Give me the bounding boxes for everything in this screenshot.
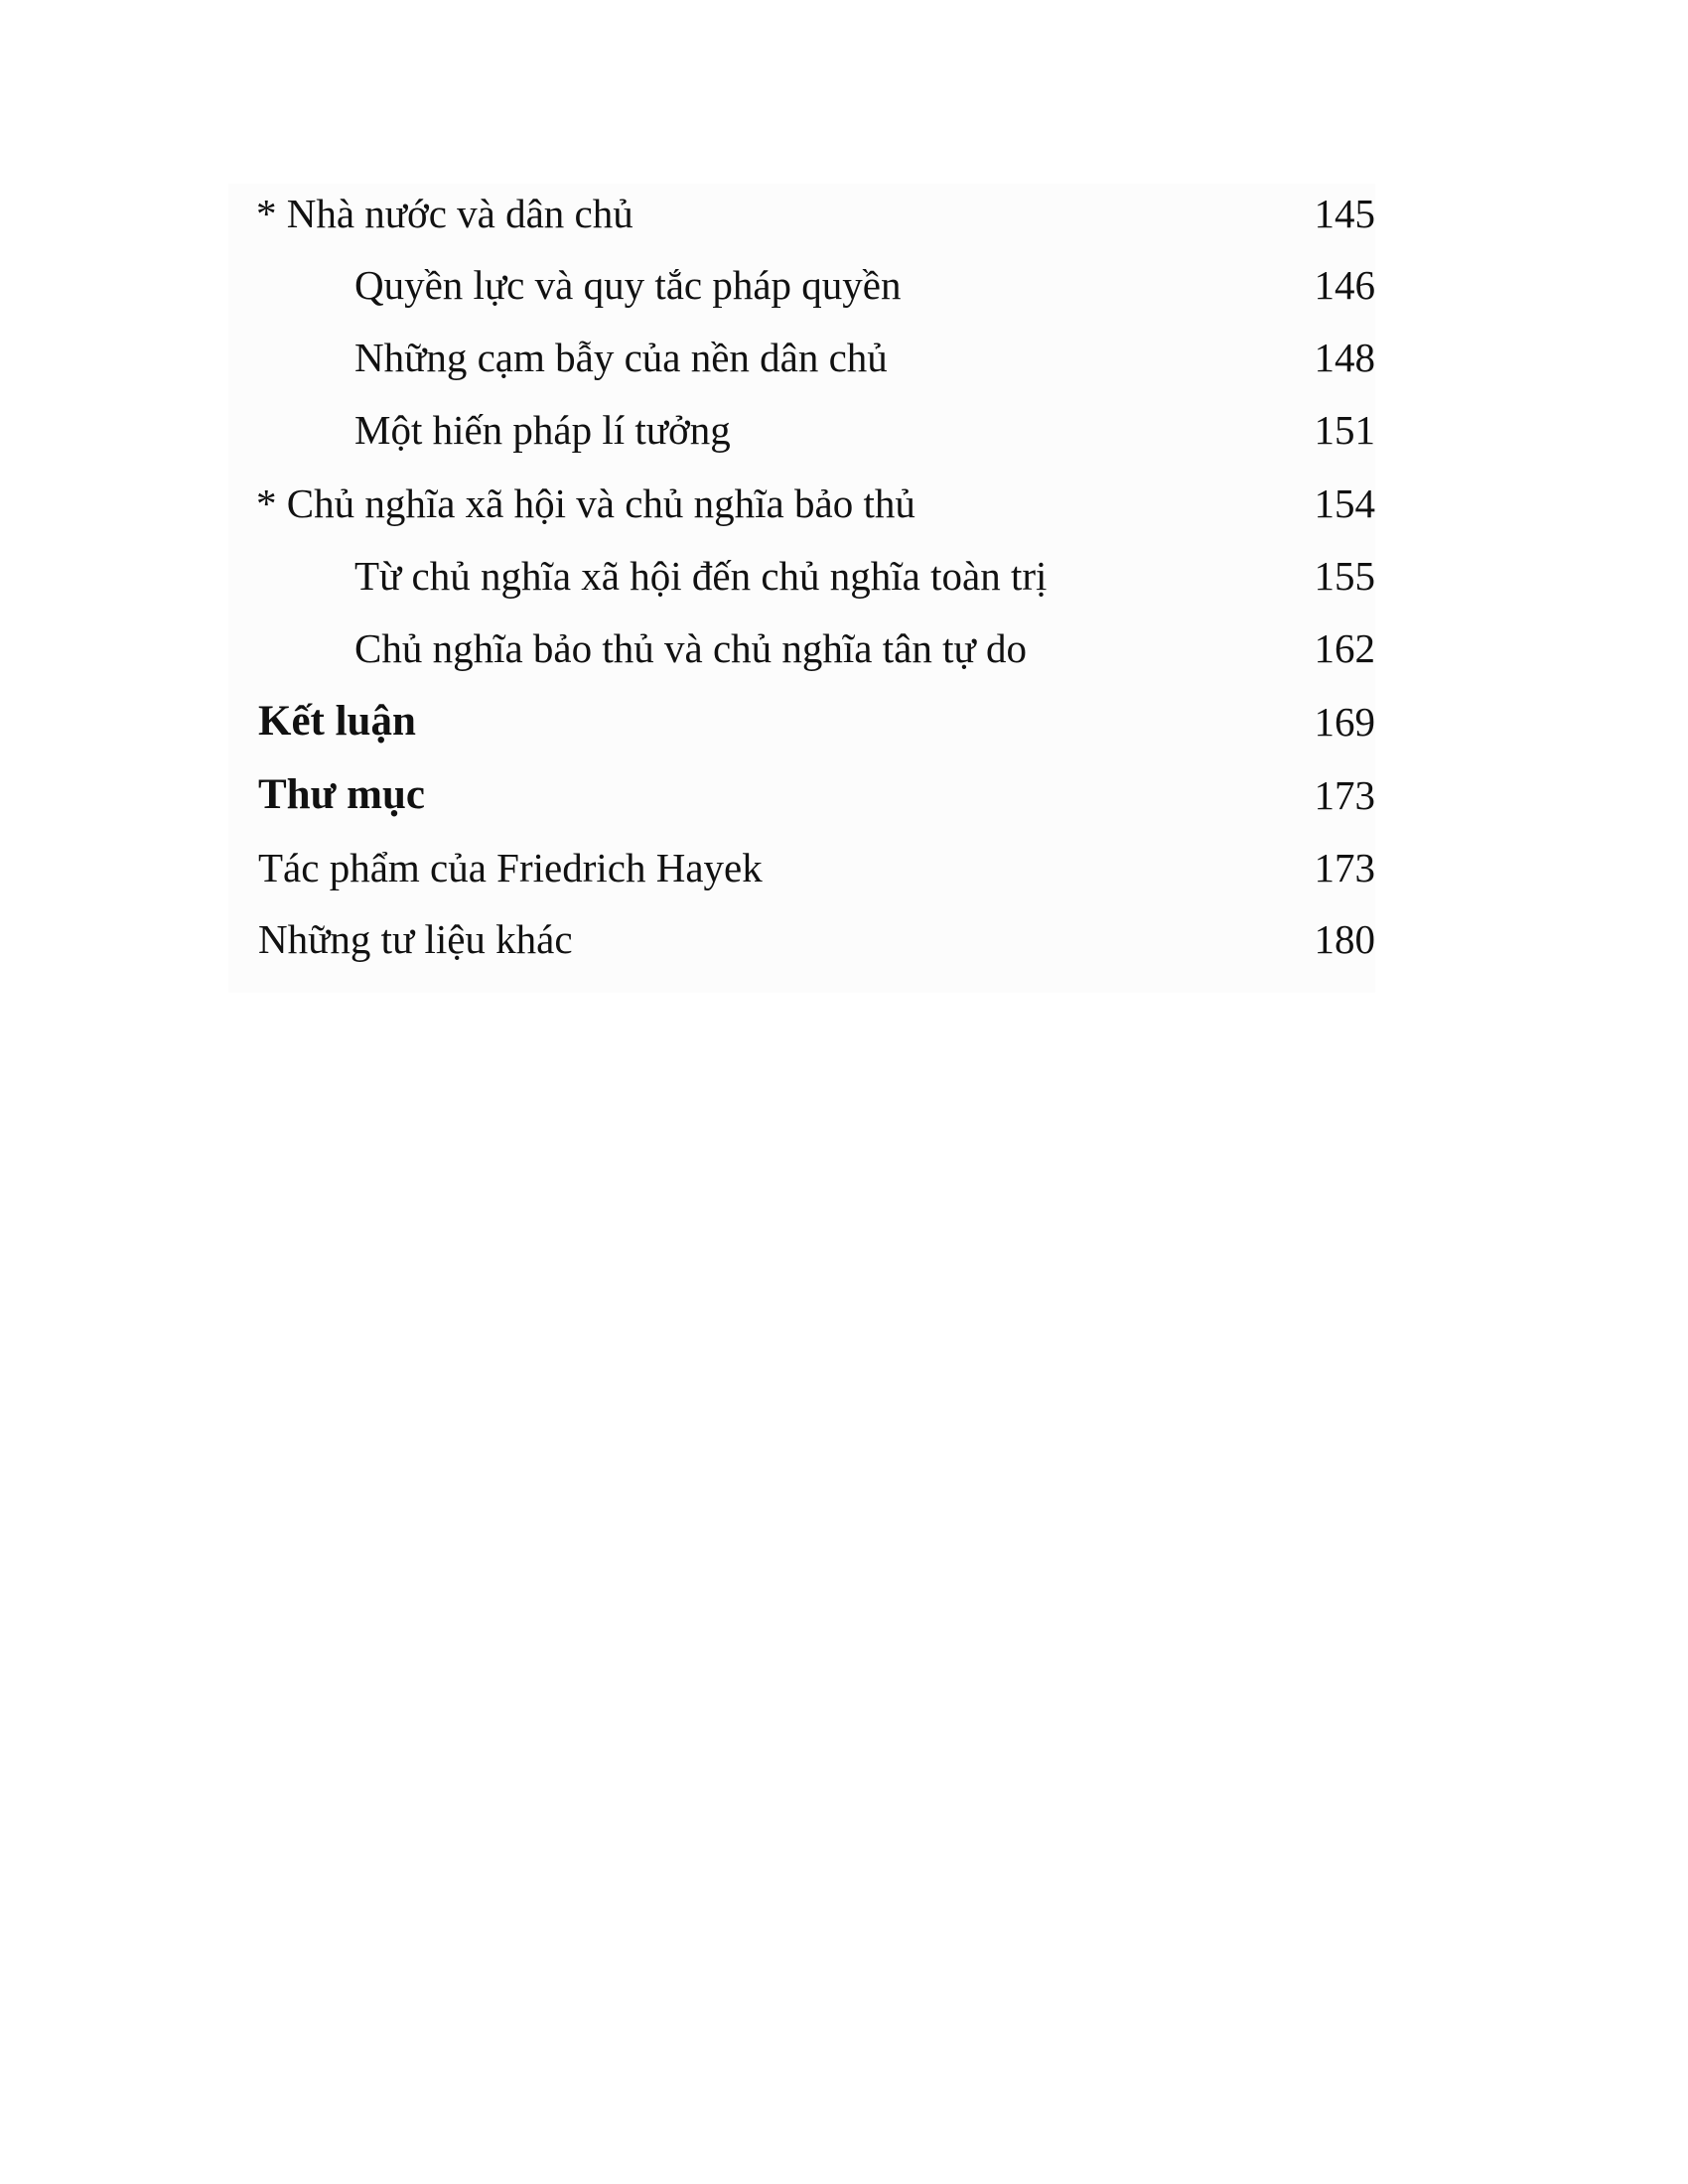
toc-entry-page-number: 155 (1314, 553, 1375, 599)
toc-entry-title: Chủ nghĩa bảo thủ và chủ nghĩa tân tự do (354, 625, 1027, 671)
toc-entry-chu-nghia-xa-hoi (228, 474, 1375, 533)
toc-entry-page-number: 151 (1314, 407, 1375, 453)
toc-entry-title: Tác phẩm của Friedrich Hayek (258, 845, 763, 890)
toc-entry-title: Quyền lực và quy tắc pháp quyền (354, 262, 902, 308)
toc-entry-title: Kết luận (258, 698, 416, 745)
toc-entry-ket-luan (228, 692, 1375, 751)
toc-entry-title: * Chủ nghĩa xã hội và chủ nghĩa bảo thủ (256, 480, 915, 526)
toc-entry-page-number: 154 (1314, 480, 1375, 526)
toc-entry-page-number: 148 (1314, 335, 1375, 380)
toc-entry-page-number: 146 (1314, 262, 1375, 308)
toc-entry-nha-nuoc-va-dan-chu (228, 184, 1375, 243)
toc-entry-title: Từ chủ nghĩa xã hội đến chủ nghĩa toàn trị (354, 553, 1048, 599)
toc-entry-title: Thư mục (258, 771, 425, 818)
toc-entry-page-number: 173 (1314, 772, 1375, 818)
toc-entry-quyen-luc (228, 255, 1375, 315)
table-of-contents (228, 184, 1375, 993)
toc-entry-tan-tu-do (228, 618, 1375, 678)
toc-entry-page-number: 169 (1314, 699, 1375, 745)
toc-entry-cam-bay (228, 328, 1375, 387)
toc-entry-title: * Nhà nước và dân chủ (256, 191, 633, 236)
toc-entry-title: Một hiến pháp lí tưởng (354, 407, 731, 453)
toc-entry-hien-phap (228, 400, 1375, 460)
toc-entry-tac-pham-hayek (228, 838, 1375, 897)
toc-entry-title: Những tư liệu khác (258, 916, 573, 962)
toc-entry-thu-muc (228, 765, 1375, 825)
toc-entry-page-number: 173 (1314, 845, 1375, 890)
toc-entry-page-number: 180 (1314, 916, 1375, 962)
toc-entry-page-number: 145 (1314, 191, 1375, 236)
toc-entry-tu-lieu-khac (228, 909, 1375, 969)
toc-entry-toan-tri (228, 546, 1375, 606)
toc-entry-title: Những cạm bẫy của nền dân chủ (354, 335, 888, 380)
toc-entry-page-number: 162 (1314, 625, 1375, 671)
